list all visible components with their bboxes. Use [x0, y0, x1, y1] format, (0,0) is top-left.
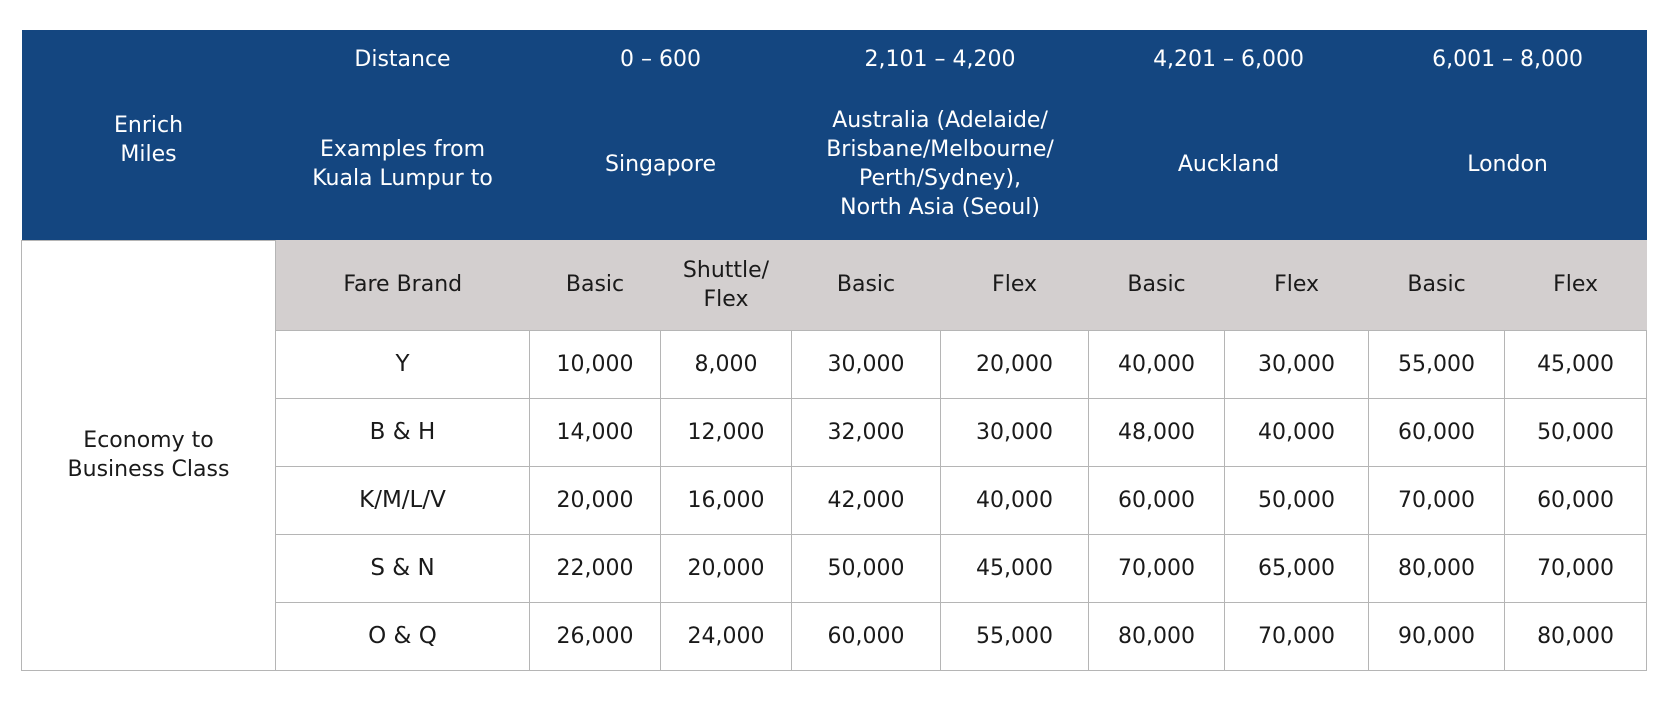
miles-cell: 26,000 [530, 602, 661, 670]
distance-zone-1: 0 – 600 [530, 30, 792, 88]
miles-cell: 80,000 [1089, 602, 1225, 670]
miles-cell: 20,000 [530, 466, 661, 534]
fare-class-cell: Y [276, 330, 530, 398]
fare-class-cell: S & N [276, 534, 530, 602]
example-zone-1: Singapore [530, 88, 792, 240]
fare-brand-cell: Flex [941, 240, 1089, 330]
miles-cell: 70,000 [1505, 534, 1647, 602]
miles-cell: 40,000 [1225, 398, 1369, 466]
miles-cell: 50,000 [1505, 398, 1647, 466]
fare-brand-cell: Flex [1505, 240, 1647, 330]
miles-cell: 42,000 [792, 466, 941, 534]
distance-zone-2: 2,101 – 4,200 [792, 30, 1089, 88]
miles-cell: 55,000 [941, 602, 1089, 670]
miles-cell: 65,000 [1225, 534, 1369, 602]
miles-cell: 70,000 [1369, 466, 1505, 534]
miles-cell: 16,000 [661, 466, 792, 534]
section-label-economy-to-business: Economy to Business Class [22, 240, 276, 670]
miles-cell: 70,000 [1225, 602, 1369, 670]
fare-brand-cell: Flex [1225, 240, 1369, 330]
enrich-miles-header: Enrich Miles [22, 30, 276, 240]
miles-cell: 80,000 [1369, 534, 1505, 602]
miles-cell: 14,000 [530, 398, 661, 466]
miles-cell: 48,000 [1089, 398, 1225, 466]
miles-cell: 70,000 [1089, 534, 1225, 602]
miles-cell: 40,000 [1089, 330, 1225, 398]
miles-cell: 10,000 [530, 330, 661, 398]
miles-cell: 45,000 [1505, 330, 1647, 398]
miles-cell: 60,000 [792, 602, 941, 670]
fare-brand-cell: Basic [792, 240, 941, 330]
miles-cell: 45,000 [941, 534, 1089, 602]
distance-header-row [22, 30, 1647, 88]
examples-label: Examples from Kuala Lumpur to [276, 88, 530, 240]
miles-cell: 30,000 [941, 398, 1089, 466]
miles-cell: 60,000 [1369, 398, 1505, 466]
miles-cell: 30,000 [792, 330, 941, 398]
miles-cell: 20,000 [661, 534, 792, 602]
fare-brand-cell: Basic [1369, 240, 1505, 330]
miles-cell: 50,000 [792, 534, 941, 602]
miles-cell: 8,000 [661, 330, 792, 398]
miles-cell: 40,000 [941, 466, 1089, 534]
miles-cell: 60,000 [1505, 466, 1647, 534]
fare-class-cell: K/M/L/V [276, 466, 530, 534]
miles-cell: 20,000 [941, 330, 1089, 398]
fare-brand-cell: Basic [530, 240, 661, 330]
miles-cell: 80,000 [1505, 602, 1647, 670]
example-zone-2: Australia (Adelaide/ Brisbane/Melbourne/ Perth/Sydney), North Asia (Seoul) [792, 88, 1089, 240]
miles-cell: 24,000 [661, 602, 792, 670]
distance-label: Distance [276, 30, 530, 88]
miles-cell: 30,000 [1225, 330, 1369, 398]
example-zone-4: London [1369, 88, 1647, 240]
distance-zone-3: 4,201 – 6,000 [1089, 30, 1369, 88]
example-zone-3: Auckland [1089, 88, 1369, 240]
miles-cell: 12,000 [661, 398, 792, 466]
fare-class-cell: O & Q [276, 602, 530, 670]
distance-zone-4: 6,001 – 8,000 [1369, 30, 1647, 88]
fare-brand-row [22, 240, 1647, 330]
fare-brand-cell: Shuttle/ Flex [661, 240, 792, 330]
fare-brand-label: Fare Brand [276, 240, 530, 330]
miles-cell: 55,000 [1369, 330, 1505, 398]
miles-cell: 60,000 [1089, 466, 1225, 534]
miles-cell: 32,000 [792, 398, 941, 466]
fare-class-cell: B & H [276, 398, 530, 466]
enrich-miles-table [21, 30, 1647, 671]
miles-cell: 50,000 [1225, 466, 1369, 534]
miles-cell: 90,000 [1369, 602, 1505, 670]
miles-cell: 22,000 [530, 534, 661, 602]
fare-brand-cell: Basic [1089, 240, 1225, 330]
